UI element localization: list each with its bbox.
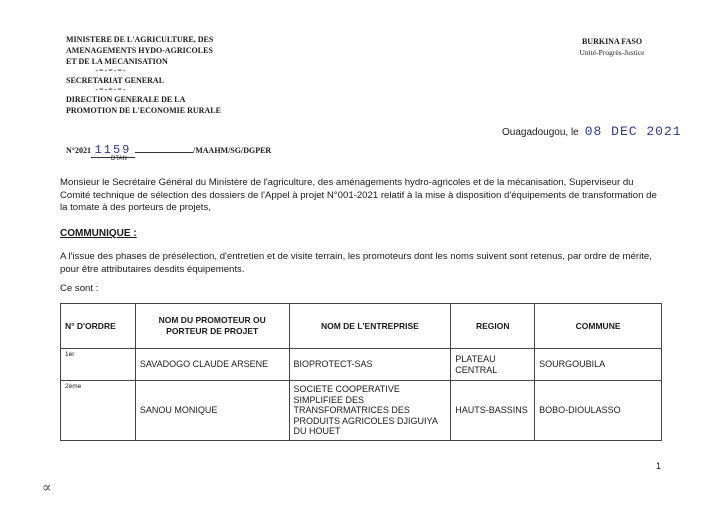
secretariat-name: SECRETARIAT GENERAL <box>66 76 165 85</box>
reference-prefix: N°2021 <box>66 146 91 155</box>
column-header-promoter: NOM DU PROMOTEUR OU PORTEUR DE PROJET <box>135 304 289 349</box>
order-cell: 2ème <box>61 381 136 441</box>
date-stamp: 08 DEC 2021 <box>584 124 682 139</box>
list-intro: Ce sont : <box>60 283 99 294</box>
table-row <box>61 381 662 441</box>
commune-cell: SOURGOUBILA <box>535 349 662 381</box>
ministry-header <box>66 34 266 116</box>
column-header-order: N° D'ORDRE <box>61 304 136 349</box>
direction-name-line1: DIRECTION GENERALE DE LA <box>66 95 186 104</box>
country-name: BURKINA FASO <box>581 37 643 46</box>
company-cell: BIOPROTECT-SAS <box>289 349 451 381</box>
company-cell: SOCIETE COOPERATIVE SIMPLIFIEE DES TRANSFORMATRICES DES PRODUITS AGRICOLES DJIGUIYA DU HOUET <box>289 381 451 441</box>
intro-paragraph: Monsieur le Secrétaire Général du Ministère de l'agriculture, des aménagements hydro-agricoles et de la mécanisation, Superviseur du Comité technique de sélection des dossiers de l'Appel à projet N°001-2021 relatif à la mise à disposition d'équipements de transformation de la tomate à des porteurs de projets, <box>60 177 657 213</box>
reference-suffix: /MAAHM/SG/DGPER <box>192 146 272 155</box>
region-cell: HAUTS-BASSINS <box>451 381 535 441</box>
separator: -=-=-=- <box>95 85 127 94</box>
beneficiaries-table <box>60 303 662 441</box>
ministry-name-line3: ET DE LA MECANISATION <box>66 57 168 66</box>
column-header-region: REGION <box>451 304 535 349</box>
column-header-commune: COMMUNE <box>535 304 662 349</box>
table-row <box>61 349 662 381</box>
handwritten-mark: ∝ <box>42 480 52 496</box>
place-label: Ouagadougou, le <box>502 127 579 138</box>
country-motto: Unité-Progrès-Justice <box>579 48 645 57</box>
direction-name-line2: PROMOTION DE L'ECONOMIE RURALE <box>66 106 221 115</box>
column-header-company: NOM DE L'ENTREPRISE <box>289 304 451 349</box>
ministry-name-line2: AMENAGEMENTS HYDO-AGRICOLES <box>66 46 213 55</box>
reference-handwritten-number: 1159 <box>91 143 135 158</box>
promoter-cell: SAVADOGO CLAUDE ARSENE <box>135 349 289 381</box>
table-header-row <box>61 304 662 349</box>
country-header <box>552 36 672 58</box>
reference-number <box>66 143 271 158</box>
separator: -=-=-=- <box>95 66 127 75</box>
communique-body: A l'issue des phases de présélection, d'entretien et de visite terrain, les promoteurs dont les noms suivent sont retenus, par ordre de mérite, pour être attributaires desdits équipements. <box>60 251 652 275</box>
page-number: 1 <box>656 461 662 471</box>
reference-underline <box>135 152 193 153</box>
communique-title: COMMUNIQUE : <box>60 228 137 239</box>
commune-cell: BOBO-DIOULASSO <box>535 381 662 441</box>
ministry-name-line1: MINISTERE DE L'AGRICULTURE, DES <box>66 35 214 44</box>
region-cell: PLATEAU CENTRAL <box>451 349 535 381</box>
order-cell: 1er <box>61 349 136 381</box>
reference-initials: DTAN <box>111 156 127 162</box>
promoter-cell: SANOU MONIQUE <box>135 381 289 441</box>
place-date <box>502 124 682 139</box>
